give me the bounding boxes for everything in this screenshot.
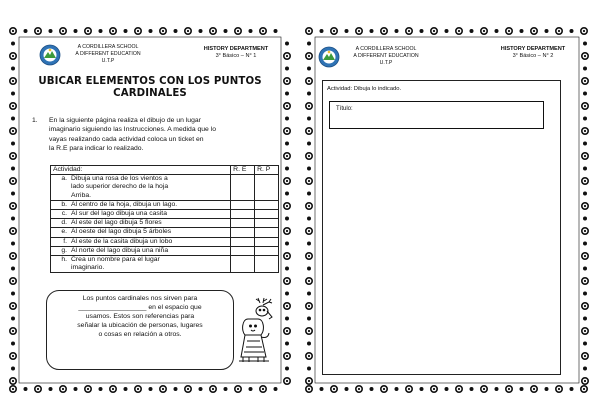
school-name: A CORDILLERA SCHOOL — [77, 44, 139, 50]
school-name: A CORDILLERA SCHOOL — [355, 46, 417, 52]
rp-checkbox-cell[interactable] — [255, 228, 279, 237]
school-unit: U.T.P — [101, 58, 115, 64]
rp-checkbox-cell[interactable] — [255, 246, 279, 255]
column-header-rp: R. P — [255, 166, 279, 175]
activity-cell — [51, 200, 231, 209]
activity-cell — [51, 228, 231, 237]
activity-letter: g. — [61, 246, 67, 254]
table-row — [51, 219, 279, 228]
school-motto: A DIFFERENT EDUCATION — [353, 53, 419, 59]
title-box[interactable] — [329, 101, 544, 129]
activity-text: Al este del lago dibuja 5 flores — [71, 219, 162, 227]
activity-text: Dibuja una rosa de los vientos a — [71, 175, 168, 183]
department-name: HISTORY DEPARTMENT — [203, 46, 269, 52]
activity-letter: h. — [61, 256, 67, 264]
activity-letter: d. — [61, 219, 67, 227]
activity-cell — [51, 219, 231, 228]
activity-letter: e. — [61, 228, 67, 236]
activity-text: Crea un nombre para el lugar — [71, 256, 160, 264]
rp-checkbox-cell[interactable] — [255, 200, 279, 209]
activity-instruction: Actividad: Dibuja lo indicado. — [327, 86, 402, 92]
activity-letter: c. — [61, 210, 67, 218]
table-row — [51, 210, 279, 219]
activity-cell — [51, 237, 231, 246]
rp-checkbox-cell[interactable] — [255, 237, 279, 246]
activity-cell — [51, 256, 231, 273]
table-row — [51, 246, 279, 255]
guide-number: 3° Básico – N° 2 — [512, 53, 554, 59]
cardinal-points-note: Los puntos cardinales nos sirven para __________________ en el espacio que usamos. Estos son referencias para señalar la ubicación de personas, lugares o cosas en relación a otros. — [46, 290, 234, 370]
activity-text: Al norte del lago dibuja una niña — [71, 246, 169, 254]
title-label: Título: — [336, 106, 353, 112]
column-header-activity: Actividad: — [51, 166, 231, 175]
school-logo-icon — [318, 46, 340, 68]
school-logo-icon — [39, 44, 61, 66]
activity-cell — [51, 210, 231, 219]
table-row — [51, 175, 279, 201]
activity-cell — [51, 175, 231, 201]
department-header — [492, 46, 574, 60]
table-row — [51, 228, 279, 237]
activity-text: Al centro de la hoja, dibuja un lago. — [71, 200, 178, 208]
school-header — [62, 44, 154, 65]
page-title: UBICAR ELEMENTOS CON LOS PUNTOS CARDINALES — [38, 76, 262, 99]
activity-cell — [51, 246, 231, 255]
activity-letter: b. — [61, 200, 67, 208]
activity-text: Arriba. — [71, 191, 92, 199]
activity-text: lado superior derecho de la hoja — [71, 183, 169, 191]
activity-table — [50, 165, 279, 273]
table-row — [51, 200, 279, 209]
re-checkbox-cell[interactable] — [231, 246, 255, 255]
table-header-row — [51, 166, 279, 175]
activity-text: imaginario. — [71, 264, 105, 272]
rp-checkbox-cell[interactable] — [255, 175, 279, 201]
drawing-area[interactable] — [322, 80, 561, 375]
girl-with-deer-illustration-icon — [236, 297, 278, 365]
worksheet-page-2 — [300, 22, 594, 398]
activity-letter: f. — [63, 237, 67, 245]
rp-checkbox-cell[interactable] — [255, 210, 279, 219]
re-checkbox-cell[interactable] — [231, 219, 255, 228]
re-checkbox-cell[interactable] — [231, 256, 255, 273]
activity-text: Al este de la casita dibuja un lobo — [71, 237, 173, 245]
re-checkbox-cell[interactable] — [231, 228, 255, 237]
rp-checkbox-cell[interactable] — [255, 256, 279, 273]
department-name: HISTORY DEPARTMENT — [500, 46, 566, 52]
worksheet-page-1 — [4, 22, 296, 398]
column-header-re: R. E — [231, 166, 255, 175]
activity-letter: a. — [61, 175, 67, 183]
school-header — [340, 46, 432, 67]
department-header — [196, 46, 276, 60]
re-checkbox-cell[interactable] — [231, 200, 255, 209]
re-checkbox-cell[interactable] — [231, 175, 255, 201]
activity-text: Al oeste del lago dibuja 5 árboles — [71, 228, 172, 236]
school-unit: U.T.P — [379, 60, 393, 66]
guide-number: 3° Básico – N° 1 — [215, 53, 257, 59]
table-row — [51, 237, 279, 246]
re-checkbox-cell[interactable] — [231, 210, 255, 219]
activity-text: Al sur del lago dibuja una casita — [71, 210, 167, 218]
re-checkbox-cell[interactable] — [231, 237, 255, 246]
instruction-text: En la siguiente página realiza el dibujo de un lugar imaginario siguiendo las Instrucciones. A medida que lo vayas realizando cada actividad coloca un ticket en la R.E para indicar lo realizado. — [49, 117, 217, 153]
table-row — [51, 256, 279, 273]
instruction-number: 1. — [32, 117, 38, 124]
rp-checkbox-cell[interactable] — [255, 219, 279, 228]
school-motto: A DIFFERENT EDUCATION — [75, 51, 141, 57]
